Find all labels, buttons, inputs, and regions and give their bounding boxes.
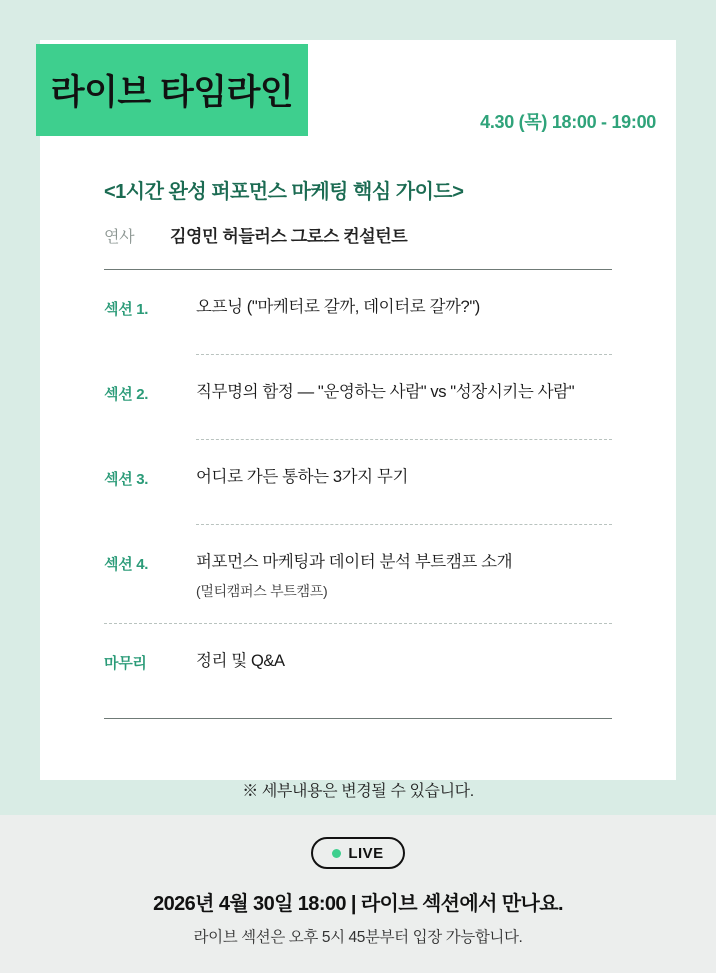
agenda-body (196, 381, 612, 403)
disclaimer-note: ※ 세부내용은 변경될 수 있습니다. (242, 783, 474, 800)
agenda-subtext: (멀티캠퍼스 부트캠프) (196, 583, 328, 600)
agenda-body (196, 296, 612, 318)
agenda-row (104, 270, 612, 332)
speaker-label: 연사 (104, 229, 135, 246)
agenda-row (104, 525, 612, 601)
footer (0, 815, 716, 973)
footer-headline: 2026년 4월 30일 18:00 | 라이브 섹션에서 만나요. (153, 893, 563, 915)
live-dot-icon (332, 849, 341, 858)
divider-bottom (104, 718, 612, 719)
agenda-text: 퍼포먼스 마케팅과 데이터 분석 부트캠프 소개 (196, 553, 513, 571)
agenda-row (104, 355, 612, 417)
agenda-text: 오프닝 ("마케터로 갈까, 데이터로 갈까?") (196, 298, 480, 316)
live-badge (311, 837, 405, 869)
agenda-text: 어디로 가든 통하는 3가지 무기 (196, 468, 408, 486)
agenda-label: 섹션 1. (104, 301, 149, 318)
speaker-name: 김영민 허들러스 그로스 컨설턴트 (170, 227, 408, 246)
agenda-list (104, 270, 612, 719)
agenda-text: 정리 및 Q&A (196, 652, 285, 671)
agenda-text: 직무명의 함정 — "운영하는 사람" vs "성장시키는 사람" (196, 383, 575, 401)
agenda-body (196, 650, 612, 672)
page-title: 라이브 타임라인 (50, 73, 294, 112)
agenda-label: 섹션 2. (104, 386, 149, 403)
agenda-row (104, 624, 612, 686)
speaker-row (104, 222, 612, 247)
agenda-label: 마무리 (104, 655, 147, 673)
title-tab (36, 44, 308, 136)
live-badge-label: LIVE (348, 844, 384, 862)
session-details (104, 175, 612, 719)
date-range: 4.30 (목) 18:00 - 19:00 (480, 112, 656, 132)
agenda-body (196, 551, 612, 601)
agenda-label: 섹션 4. (104, 556, 149, 573)
agenda-label: 섹션 3. (104, 471, 149, 488)
agenda-row (104, 440, 612, 502)
footer-subtext: 라이브 섹션은 오후 5시 45분부터 입장 가능합니다. (193, 929, 523, 946)
agenda-body (196, 466, 612, 488)
session-title: <1시간 완성 퍼포먼스 마케팅 핵심 가이드> (104, 181, 464, 203)
